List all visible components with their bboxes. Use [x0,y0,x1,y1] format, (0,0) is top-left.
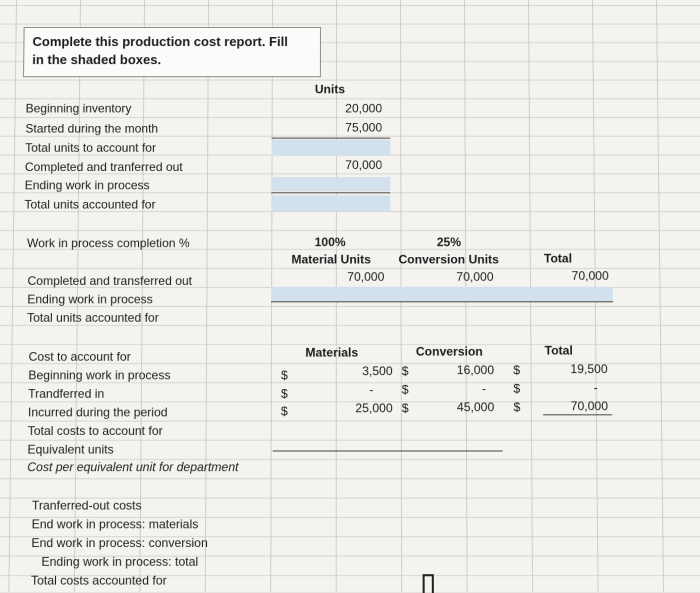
row-label: Tranferred-out costs [31,498,142,513]
row-label: Incurred during the period [27,405,168,420]
row-label: End work in process: materials [31,516,199,532]
row-label: Cost to account for [28,349,131,364]
row-label: Equivalent units [27,442,114,457]
cell-value: 45,000 [456,399,495,415]
cell-value: 20,000 [345,101,383,116]
row-label: Total costs accounted for [30,573,167,588]
cell-value: - [369,382,374,397]
cell-value: 25,000 [355,400,393,416]
row-label: Beginning work in process [28,367,171,383]
instruction-line-1: Complete this production cost report. Fill [32,34,288,50]
currency-sign: $ [401,400,409,416]
cell-value: 70,000 [570,398,609,414]
materials-header: Materials [305,345,359,360]
sum-underline [271,301,613,302]
completion-label: Work in process completion % [26,235,190,251]
row-label: Total units accounted for [26,310,159,325]
currency-sign: $ [401,363,409,379]
cell-value: 70,000 [571,268,609,283]
cell-value: 16,000 [456,362,495,378]
mouse-cursor-icon [423,574,434,593]
sum-underline [272,138,391,139]
cell-value: 70,000 [347,269,385,284]
currency-sign: $ [513,399,521,415]
instruction-line-2: in the shaded boxes. [32,52,162,68]
currency-sign: $ [280,403,288,419]
currency-sign: $ [401,382,409,397]
row-label: End work in process: conversion [31,535,208,551]
sum-underline [273,450,503,451]
row-label: Completed and transferred out [27,273,193,289]
shaded-input-ending-wip-equivalent-units[interactable] [271,287,613,301]
total-header: Total [544,343,573,358]
row-label: Beginning inventory [25,101,132,116]
row-label: Total units to account for [25,140,157,155]
material-units-header: Material Units [291,252,371,267]
currency-sign: $ [513,381,521,396]
row-label: Trandferred in [28,386,105,401]
row-label: Started during the month [25,121,159,136]
cell-value: - [593,380,598,395]
row-label: Ending work in process [24,178,150,193]
cell-value: 70,000 [345,157,383,173]
conversion-units-header: Conversion Units [398,252,499,267]
cell-value: 75,000 [345,120,383,135]
cell-value: 19,500 [570,361,608,377]
sum-underline [271,192,390,193]
units-header: Units [314,82,345,97]
cell-value: 70,000 [456,269,494,284]
sum-underline [543,414,612,415]
row-label: Total units accounted for [24,197,156,212]
conversion-percent: 25% [436,234,462,250]
currency-sign: $ [280,367,288,383]
shaded-input-total-units-to-account-for[interactable] [272,140,391,156]
row-label: Ending work in process: total [41,554,199,569]
currency-sign: $ [513,362,521,378]
row-label: Completed and tranferred out [24,159,183,175]
shaded-input-ending-wip-units[interactable] [271,177,390,191]
row-label: Ending work in process [27,292,153,307]
row-label: Cost per equivalent unit for department [27,459,239,475]
cell-value: 3,500 [362,363,393,379]
material-percent: 100% [314,234,346,250]
total-units-header: Total [543,251,573,266]
cell-value: - [481,381,487,396]
instruction-box [23,27,321,77]
shaded-input-total-units-accounted-for[interactable] [271,195,390,211]
conversion-header: Conversion [415,344,483,359]
row-label: Total costs to account for [27,423,163,439]
currency-sign: $ [280,386,288,401]
